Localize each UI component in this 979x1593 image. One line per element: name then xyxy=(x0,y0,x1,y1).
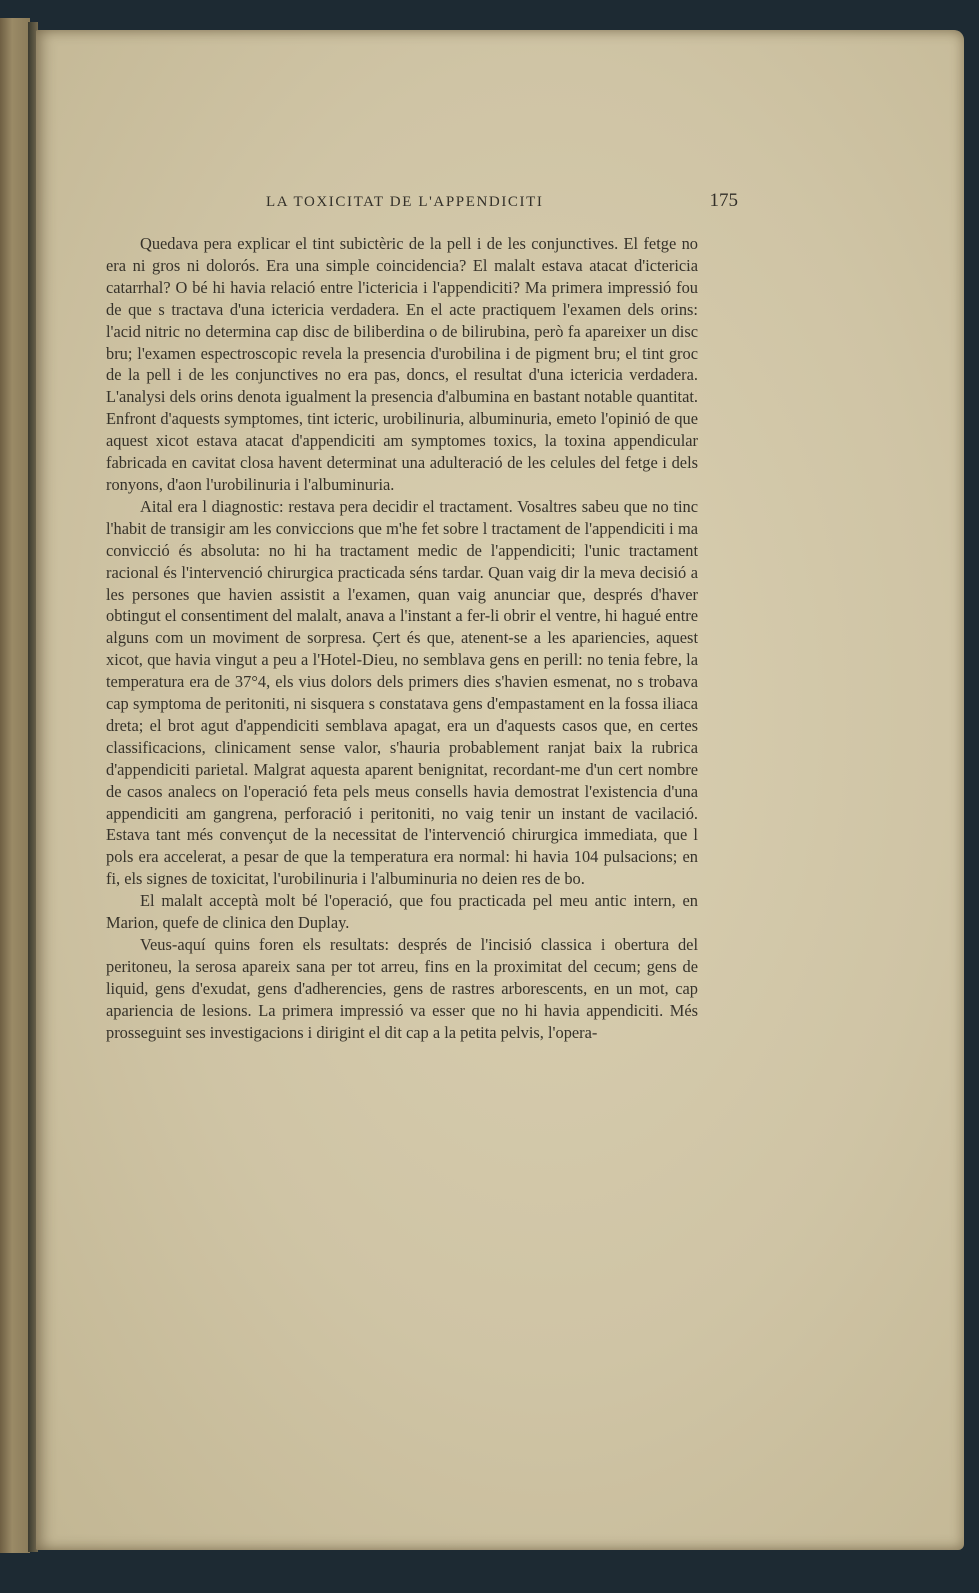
paragraph: El malalt acceptà molt bé l'operació, que fou practicada pel meu antic intern, en Marion, quefe de clinica den Duplay. xyxy=(106,891,698,933)
page-number: 175 xyxy=(709,190,738,211)
facing-page-edge xyxy=(0,18,30,1553)
running-title: LA TOXICITAT DE L'APPENDICITI xyxy=(266,194,544,210)
book-page xyxy=(36,30,964,1550)
paragraph: Quedava pera explicar el tint subictèric de la pell i de les conjunctives. El fetge no era ni gros ni dolorós. Era una simple coincidencia? El malalt estava atacat d'ictericia catarrhal? O bé hi havia relació entre l'ictericia i l'appendiciti? Ma primera impressió fou de que s tractava d'una ictericia verdadera. En el acte practiquem l'examen dels orins: l'acid nitric no determina cap disc de biliberdina o de bilirubina, però fa apareixer un disc bru; l'examen espectroscopic revela la presencia d'urobilina i de pigment bru; el tint groc de la pell i de les conjunctives no era pas, doncs, el resultat d'una ictericia verdadera. L'analysi dels orins denota igualment la presencia d'albumina en bastant notable quantitat. Enfront d'aquests symptomes, tint icteric, urobilinuria, albuminuria, emeto l'opinió de que aquest xicot estava atacat d'appendiciti am symptomes toxics, la toxina appendicular fabricada en cavitat closa havent determinat una adulteració de les celules del fetge i dels ronyons, d'aon l'urobilinuria i l'albuminuria. xyxy=(106,234,698,494)
body-text xyxy=(106,233,698,1044)
page-header xyxy=(266,190,738,220)
paragraph: Aital era l diagnostic: restava pera decidir el tractament. Vosaltres sabeu que no tinc l'habit de transigir am les conviccions que m'he fet sobre l tractament de l'appendiciti i ma convicció és absoluta: no hi ha tractament medic de l'appendiciti; l'unic tractament racional és l'intervenció chirurgica practicada séns tardar. Quan vaig dir la meva decisió a les persones que havien assistit a l'examen, quan vaig anunciar que, després d'haver obtingut el consentiment del malalt, anava a l'instant a fer-li obrir el ventre, hi hagué entre alguns com un moviment de sorpresa. Çert és que, atenent-se a les apariencies, aquest xicot, que havia vingut a peu a l'Hotel-Dieu, no semblava gens en perill: no tenia febre, la temperatura era de 37°4, els vius dolors dels primers dies s'havien esmenat, no s trobava cap symptoma de peritoniti, ni sisquera s constatava gens d'empastament en la fossa iliaca dreta; el brot agut d'appendiciti semblava apagat, era un d'aquests casos que, en certes classificacions, clinicament sense valor, s'hauria probablement ranjat baix la rubrica d'appendiciti parietal. Malgrat aquesta aparent benignitat, recordant-me d'un cert nombre de casos analecs on l'operació feta pels meus consells havia demostrat l'existencia d'una appendiciti am gangrena, perforació i peritoniti, no vaig tenir un instant de vacilació. Estava tant més convençut de la necessitat de l'intervenció chirurgica immediata, que l pols era accelerat, a pesar de que la temperatura era normal: hi havia 104 pulsacions; en fi, els signes de toxicitat, l'urobilinuria i l'albuminuria no deien res de bo. xyxy=(106,496,698,889)
paragraph: Veus-aquí quins foren els resultats: després de l'incisió classica i obertura del peritoneu, la serosa apareix sana per tot arreu, fins en la proximitat del cecum; gens de liquid, gens d'exudat, gens d'adherencies, gens de rastres arborescents, en un mot, cap apariencia de lesions. La primera impressió va esser que no hi havia appendiciti. Més prosseguint ses investigacions i dirigint el dit cap a la petita pelvis, l'opera- xyxy=(106,935,698,1042)
